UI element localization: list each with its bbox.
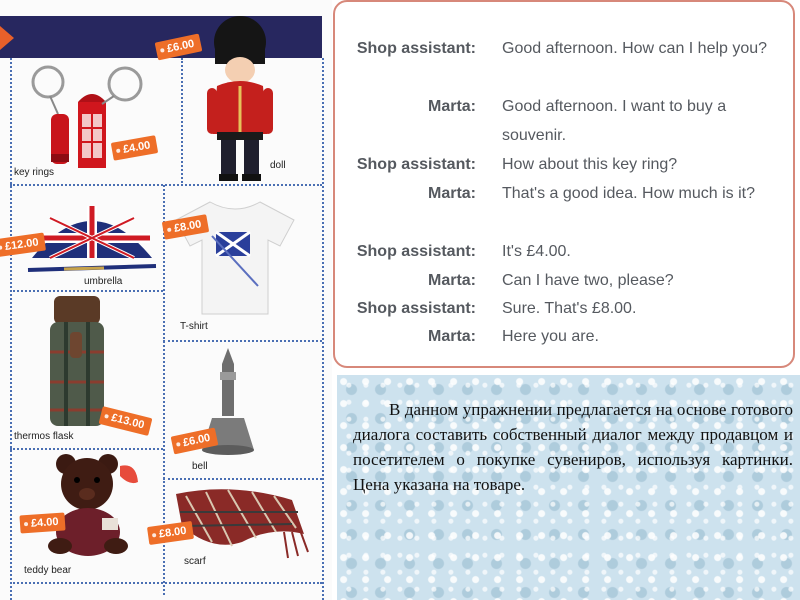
grid-line: [10, 582, 322, 584]
speaker-label: Shop assistant:: [356, 243, 476, 260]
teddy-bear-image: [46, 452, 146, 556]
dialogue-line: How about this key ring?: [502, 156, 678, 173]
item-label-doll: doll: [270, 160, 286, 171]
grid-line: [10, 184, 322, 186]
speaker-label: Marta:: [427, 272, 476, 289]
grid-line: [163, 478, 322, 480]
instruction-panel: [337, 375, 800, 600]
dialogue-line: Good afternoon. I want to buy a souvenir.: [502, 98, 727, 144]
grid-line: [10, 58, 12, 600]
dialogue-line: Here you are.: [502, 328, 599, 345]
grid-line: [181, 58, 183, 183]
item-label-thermos-flask: thermos flask: [14, 431, 74, 442]
grid-line: [163, 340, 322, 342]
scarf-image: [172, 482, 312, 562]
doll-image: [195, 14, 285, 184]
speaker-label: Shop assistant:: [356, 40, 476, 57]
grid-line: [10, 448, 163, 450]
item-label-umbrella: umbrella: [84, 276, 123, 287]
speaker-label: Marta:: [427, 98, 476, 115]
dialogue-line: Can I have two, please?: [502, 272, 674, 289]
dialogue-line: That's a good idea. How much is it?: [502, 185, 755, 202]
price-tag: £13.00: [99, 406, 153, 436]
dialogue-line: Good afternoon. How can I help you?: [502, 40, 768, 57]
dialogue-box: [333, 0, 795, 368]
item-label-key-rings: key rings: [14, 167, 55, 178]
dialogue-line: Sure. That's £8.00.: [502, 300, 637, 317]
price-tag: £4.00: [19, 512, 65, 533]
price-tag: £8.00: [147, 521, 194, 545]
price-tag: £6.00: [155, 34, 202, 61]
price-tag: £8.00: [162, 214, 209, 239]
instruction-text: В данном упражнении предлагается на основе готового диалога составить собственный диалог между продавцом и посетителем о покупке сувениров, используя картинки. Цена указана на товаре.: [353, 400, 793, 494]
speaker-label: Shop assistant:: [356, 156, 476, 173]
price-tag: £4.00: [111, 135, 158, 160]
item-label-teddy-bear: teddy bear: [24, 565, 72, 576]
arrow-icon: [0, 26, 14, 50]
speaker-label: Shop assistant:: [356, 300, 476, 317]
speaker-label: Marta:: [427, 185, 476, 202]
price-tag: £6.00: [171, 428, 218, 455]
price-tag: £12.00: [0, 233, 46, 258]
item-label-scarf: scarf: [184, 556, 206, 567]
item-label-bell: bell: [192, 461, 208, 472]
key-rings-image: [22, 62, 172, 174]
dialogue-line: It's £4.00.: [502, 243, 571, 260]
souvenir-catalogue: [0, 0, 332, 600]
umbrella-image: [24, 198, 160, 276]
speaker-label: Marta:: [427, 328, 476, 345]
item-label-tshirt: T-shirt: [180, 321, 208, 332]
tshirt-image: [170, 196, 300, 318]
